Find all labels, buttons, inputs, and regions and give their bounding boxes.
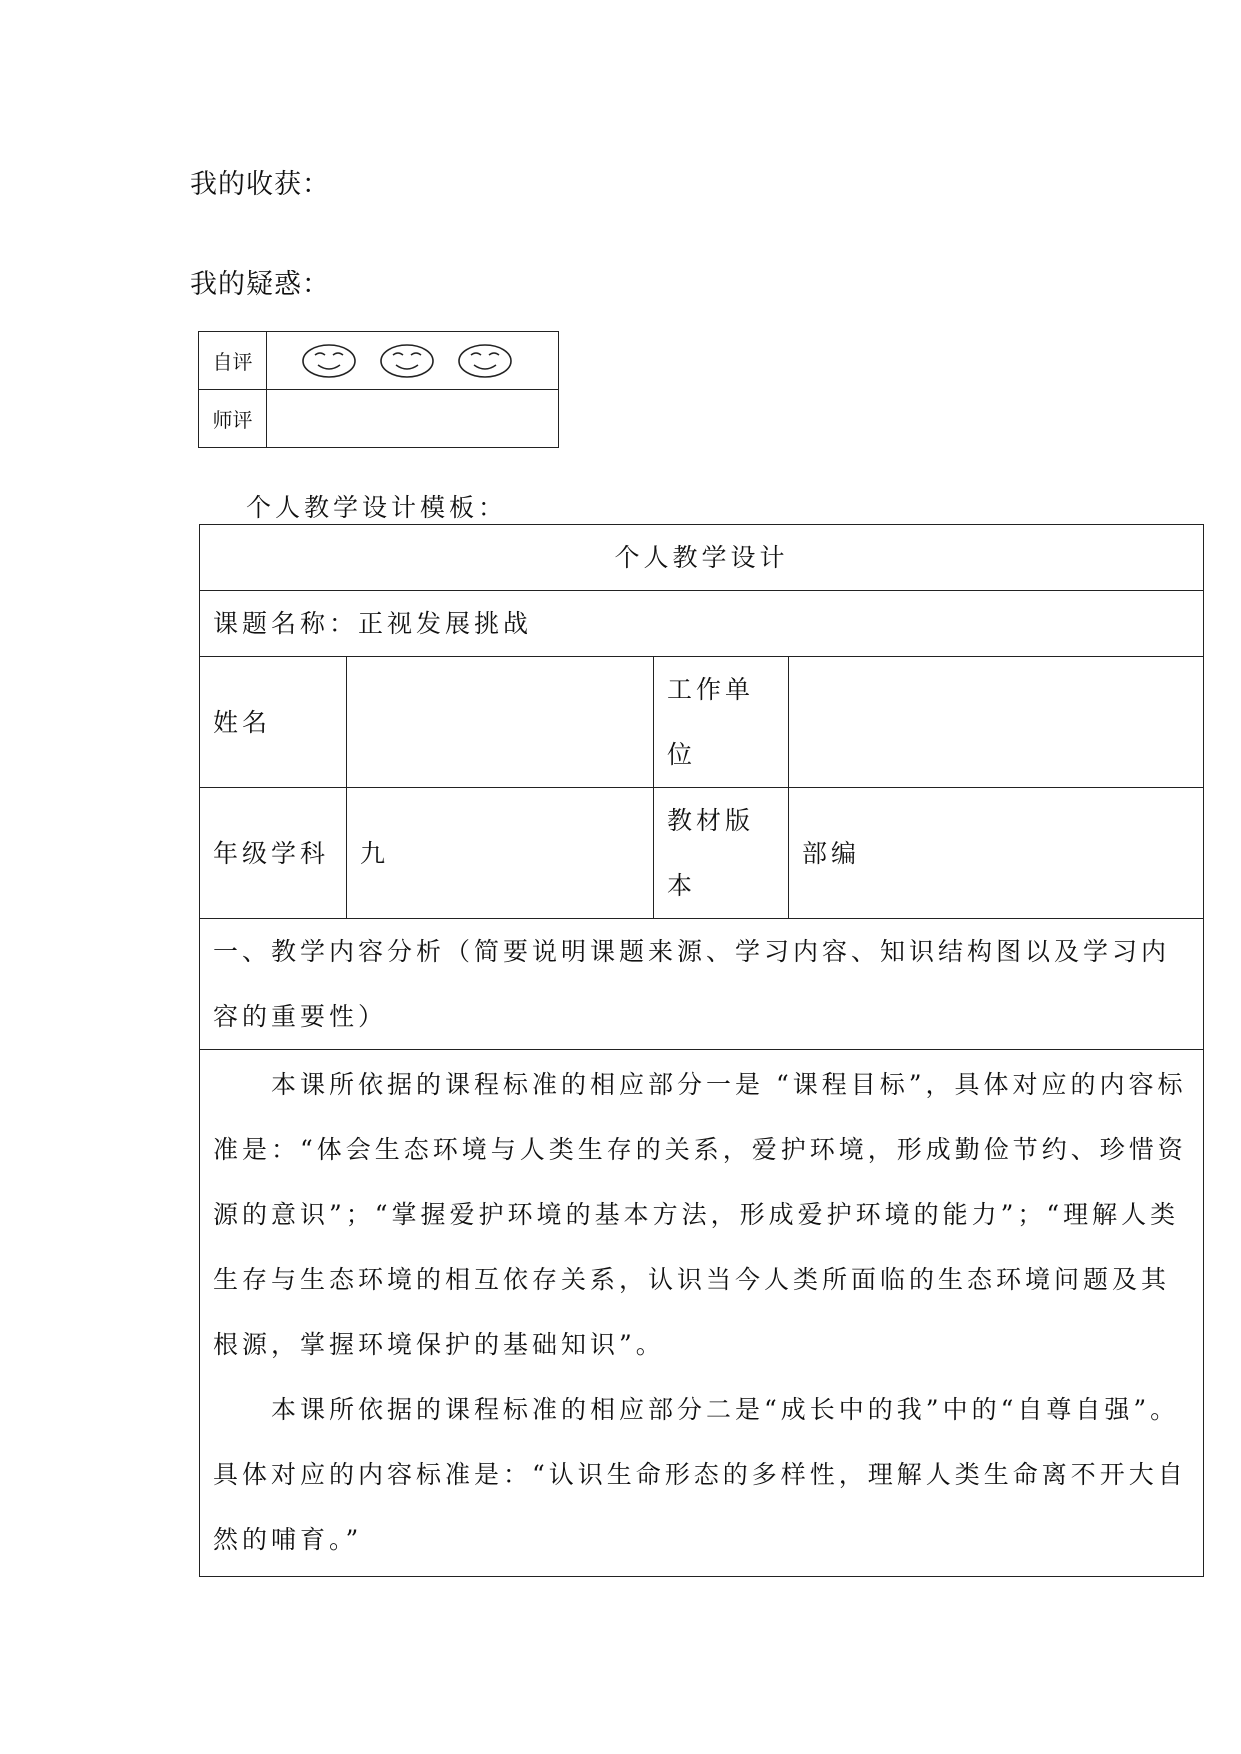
grade-subject-value: 九 (347, 788, 654, 919)
work-unit-label: 工作单位 (654, 657, 789, 788)
self-evaluation-label: 自评 (199, 332, 267, 390)
content-analysis-body (200, 1050, 1204, 1577)
textbook-value: 部编 (789, 788, 1204, 919)
smiley-face-icon (301, 343, 357, 379)
textbook-label: 教材版本 (654, 788, 789, 919)
design-title: 个人教学设计 (200, 525, 1204, 591)
work-unit-value (789, 657, 1204, 788)
harvest-label: 我的收获： (190, 169, 330, 200)
evaluation-table (198, 331, 559, 448)
course-name-label: 课题名称： (213, 609, 359, 638)
smiley-face-icon (457, 343, 513, 379)
teaching-design-table (199, 524, 1204, 1577)
doubt-label: 我的疑惑： (190, 269, 330, 300)
course-name-row (200, 591, 1204, 657)
course-name-value: 正视发展挑战 (358, 609, 533, 638)
teacher-evaluation-cell (267, 390, 559, 448)
smiley-face-icon (379, 343, 435, 379)
teacher-evaluation-label: 师评 (199, 390, 267, 448)
analysis-paragraph-2: 本课所依据的课程标准的相应部分二是“成长中的我”中的“自尊自强”。具体对应的内容标准是：“认识生命形态的多样性，理解人类生命离不开大自然的哺育。” (213, 1395, 1187, 1554)
content-analysis-heading: 一、教学内容分析（简要说明课题来源、学习内容、知识结构图以及学习内容的重要性） (200, 919, 1204, 1050)
name-value (347, 657, 654, 788)
grade-subject-label: 年级学科 (200, 788, 347, 919)
template-caption: 个人教学设计模板： (246, 493, 508, 522)
name-label: 姓名 (200, 657, 347, 788)
self-evaluation-cell (267, 332, 559, 390)
analysis-paragraph-1: 本课所依据的课程标准的相应部分一是 “课程目标”，具体对应的内容标准是：“体会生态环境与人类生存的关系，爱护环境，形成勤俭节约、珍惜资源的意识”；“掌握爱护环境的基本方法，形成爱护环境的能力”；“理解人类生存与生态环境的相互依存关系，认识当今人类所面临的生态环境问题及其根源，掌握环境保护的基础知识”。 (213, 1070, 1187, 1359)
